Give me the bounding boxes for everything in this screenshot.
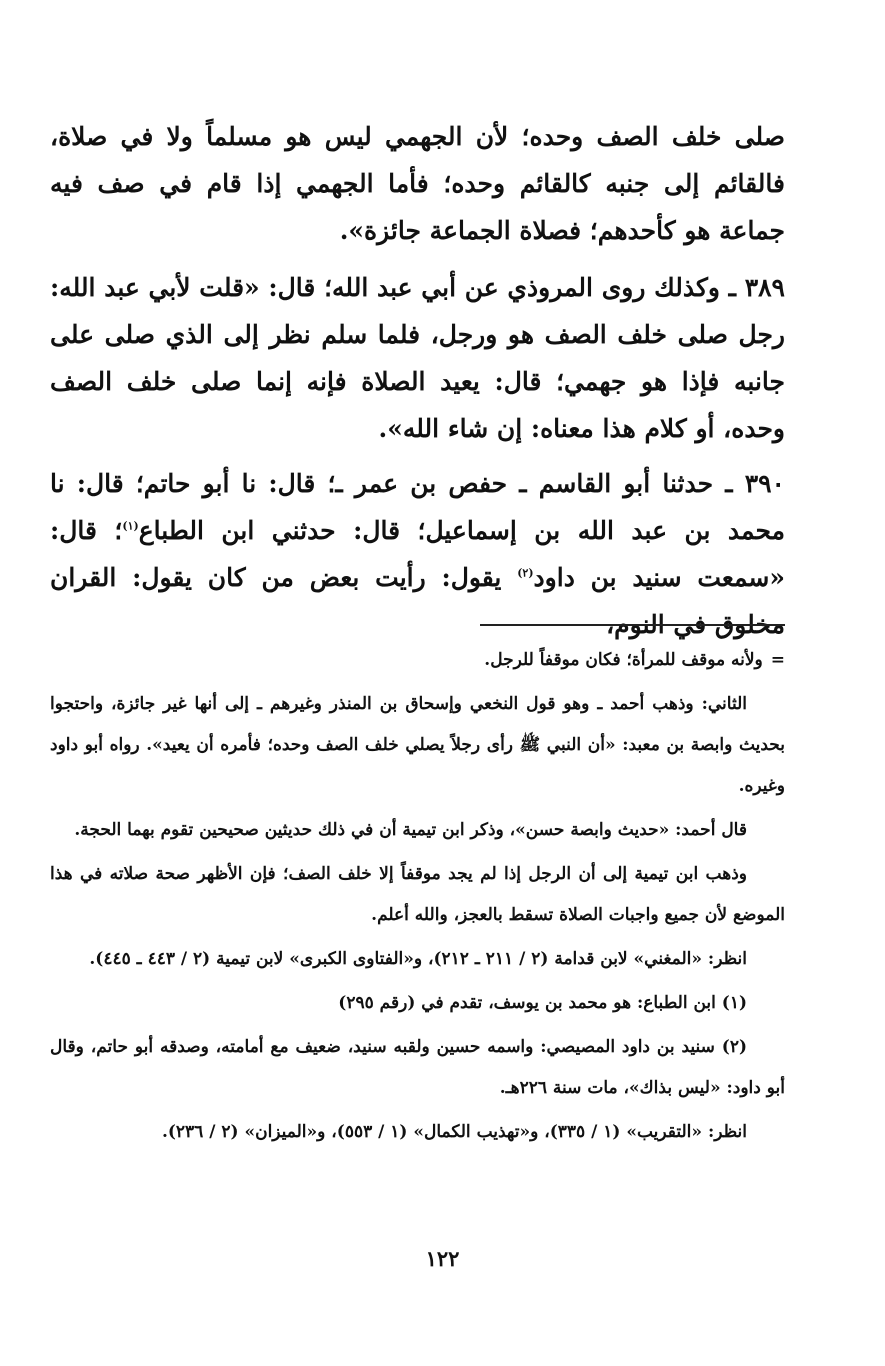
main-text-paragraph-3 xyxy=(50,460,785,648)
paragraph-segment: يقول: رأيت بعض من كان يقول: القران مخلوق في النوم، xyxy=(50,563,785,639)
paragraph-text: صلى خلف الصف وحده؛ لأن الجهمي ليس هو مسلماً ولا في صلاة، فالقائم إلى جنبه كالقائم وحده؛ فأما الجهمي إذا قام في صف فيه جماعة هو كأحدهم؛ فصلاة الجماعة جائزة». xyxy=(50,122,785,245)
paragraph-segment: ٣٩٠ ـ حدثنا أبو القاسم ـ حفص بن عمر ـ؛ قال: نا أبو حاتم؛ قال: نا محمد بن عبد الله بن إسماعيل؛ قال: حدثني ابن الطباع xyxy=(50,469,785,545)
footnote-2-references: انظر: «التقريب» (١ / ٣٣٥)، و«تهذيب الكمال» (١ / ٥٥٣)، و«الميزان» (٢ / ٢٣٦). xyxy=(161,1122,747,1142)
main-text-paragraph-2 xyxy=(50,264,785,452)
footnote-2: (٢) سنيد بن داود المصيصي: واسمه حسين ولقبه سنيد، ضعيف مع أمامته، وصدقه أبو حاتم، وقال أبو داود: «ليس بذاك»، مات سنة ٢٢٦هـ. xyxy=(50,1037,785,1098)
paragraph-segment: ؛ قال: «سمعت سنيد بن داود xyxy=(50,516,785,592)
footnote-paragraph: الثاني: وذهب أحمد ـ وهو قول النخعي وإسحاق بن المنذر وغيرهم ـ إلى أنها غير جائزة، واحتجوا بحديث وابصة بن معبد: «أن النبي ﷺ رأى رجلاً يصلي خلف الصف وحده؛ فأمره أن يعيد». رواه أبو داود وغيره. xyxy=(50,694,785,796)
main-text-paragraph-1 xyxy=(50,113,785,254)
footnote-paragraph: قال أحمد: «حديث وابصة حسن»، وذكر ابن تيمية أن في ذلك حديثين صحيحين تقوم بهما الحجة. xyxy=(74,820,747,840)
footnote-paragraph: وذهب ابن تيمية إلى أن الرجل إذا لم يجد موقفاً إلا خلف الصف؛ فإن الأظهر صحة صلاته في هذا الموضع لأن جميع واجبات الصلاة تسقط بالعجز، والله أعلم. xyxy=(50,864,785,925)
footnote-divider xyxy=(480,624,785,626)
footnote-1: (١) ابن الطباع: هو محمد بن يوسف، تقدم في (رقم ٢٩٥) xyxy=(338,993,747,1013)
footnote-ref-2: (٢) xyxy=(517,566,534,580)
paragraph-text xyxy=(50,460,785,648)
continuation-mark: = xyxy=(770,650,785,670)
page-number: ١٢٢ xyxy=(425,1246,460,1271)
footnote-ref-1: (١) xyxy=(122,519,139,533)
footnote-paragraph: انظر: «المغني» لابن قدامة (٢ / ٢١١ ـ ٢١٢)، و«الفتاوى الكبرى» لابن تيمية (٢ / ٤٤٣ ـ ٤٤٥). xyxy=(89,949,747,969)
footnote-continued xyxy=(50,640,785,681)
footnote-text: ولأنه موقف للمرأة؛ فكان موقفاً للرجل. xyxy=(484,650,763,670)
footnotes-section xyxy=(50,640,785,1156)
paragraph-text: ٣٨٩ ـ وكذلك روى المروذي عن أبي عبد الله؛ قال: «قلت لأبي عبد الله: رجل صلى خلف الصف هو ورجل، فلما سلم نظر إلى الذي صلى على جانبه فإذا هو جهمي؛ قال: يعيد الصلاة فإنه إنما صلى خلف الصف وحده، أو كلام هذا معناه: إن شاء الله». xyxy=(50,273,785,443)
